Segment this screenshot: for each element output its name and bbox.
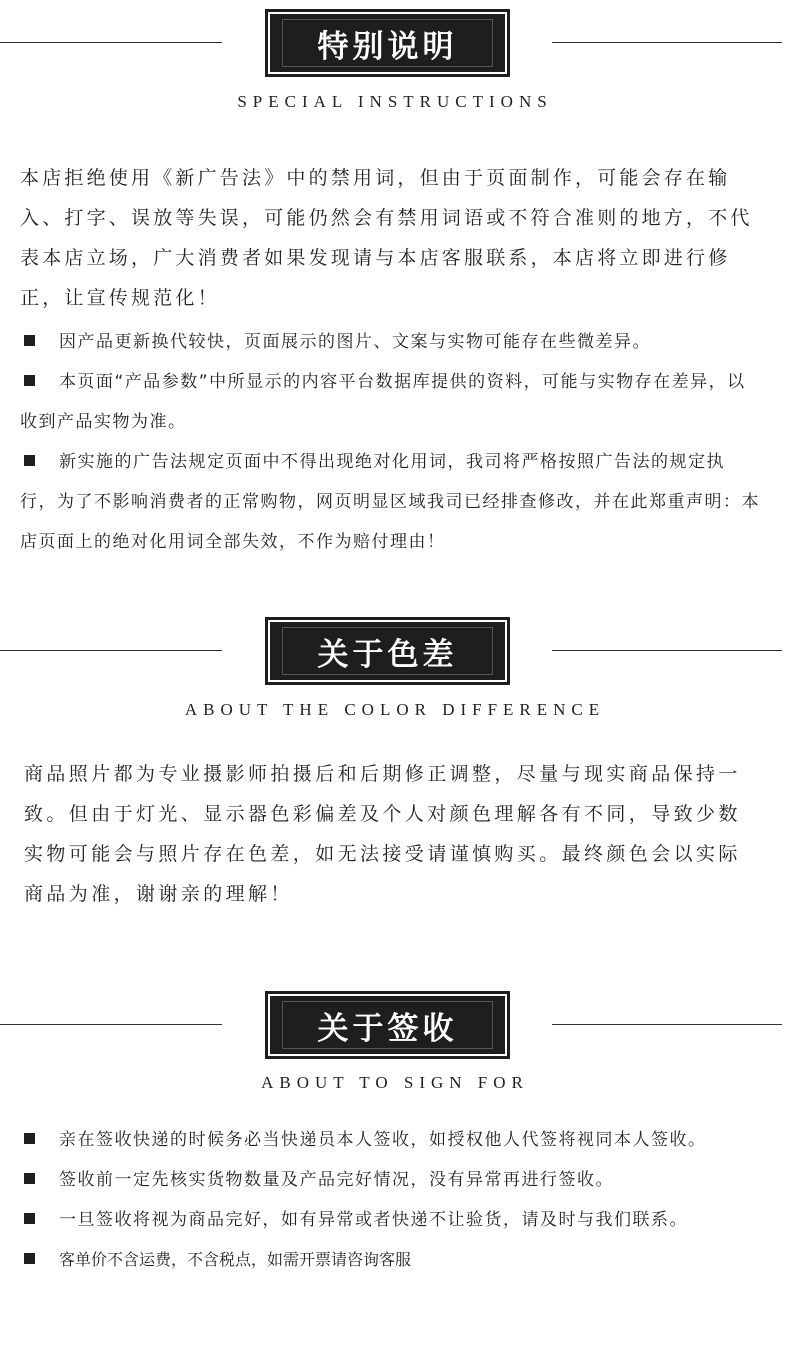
square-bullet-icon	[24, 375, 35, 386]
divider-line-right	[552, 42, 782, 43]
section-title-badge	[270, 996, 505, 1054]
section-subtitle: ABOUT TO SIGN FOR	[261, 1073, 529, 1092]
list-item: 新实施的广告法规定页面中不得出现绝对化用词，我司将严格按照广告法的规定执行，为了不影响消费者的正常购物，网页明显区域我司已经排查修改，并在此郑重声明：本店页面上的绝对化用词全部失效，不作为赔付理由！	[20, 452, 760, 552]
section-title: 关于色差	[317, 636, 458, 673]
square-bullet-icon	[24, 1213, 35, 1224]
notice-list	[20, 322, 760, 562]
section-subtitle: SPECIAL INSTRUCTIONS	[237, 92, 553, 111]
divider-line-left	[0, 42, 222, 43]
section-title-badge	[270, 14, 505, 72]
section-title: 特别说明	[317, 28, 458, 65]
divider-line-right	[552, 650, 782, 651]
list-item: 本页面“产品参数”中所显示的内容平台数据库提供的资料，可能与实物存在差异，以收到产品实物为准。	[20, 372, 746, 432]
list-item: 因产品更新换代较快，页面展示的图片、文案与实物可能存在些微差异。	[20, 322, 760, 362]
divider-line-right	[552, 1024, 782, 1025]
divider-line-left	[0, 1024, 222, 1025]
list-item: 客单价不含运费，不含税点，如需开票请咨询客服	[20, 1240, 760, 1280]
square-bullet-icon	[24, 1253, 35, 1264]
square-bullet-icon	[24, 1133, 35, 1144]
square-bullet-icon	[24, 335, 35, 346]
square-bullet-icon	[24, 1173, 35, 1184]
list-item: 亲在签收快递的时候务必当快递员本人签收，如授权他人代签将视同本人签收。	[20, 1120, 760, 1160]
color-paragraph: 商品照片都为专业摄影师拍摄后和后期修正调整，尽量与现实商品保持一致。但由于灯光、显示器色彩偏差及个人对颜色理解各有不同，导致少数实物可能会与照片存在色差，如无法接受请谨慎购买。最终颜色会以实际商品为准，谢谢亲的理解！	[24, 763, 741, 905]
list-item: 签收前一定先核实货物数量及产品完好情况，没有异常再进行签收。	[20, 1160, 760, 1200]
list-item: 一旦签收将视为商品完好，如有异常或者快递不让验货，请及时与我们联系。	[20, 1200, 760, 1240]
intro-paragraph: 本店拒绝使用《新广告法》中的禁用词，但由于页面制作，可能会存在输入、打字、误放等失误，可能仍然会有禁用词语或不符合准则的地方，不代表本店立场，广大消费者如果发现请与本店客服联系，本店将立即进行修正，让宣传规范化！	[20, 167, 753, 309]
divider-line-left	[0, 650, 222, 651]
sign-list	[20, 1120, 760, 1280]
section-subtitle: ABOUT THE COLOR DIFFERENCE	[184, 700, 606, 719]
section-title-badge	[270, 622, 505, 680]
section-title: 关于签收	[317, 1010, 458, 1047]
square-bullet-icon	[24, 455, 35, 466]
